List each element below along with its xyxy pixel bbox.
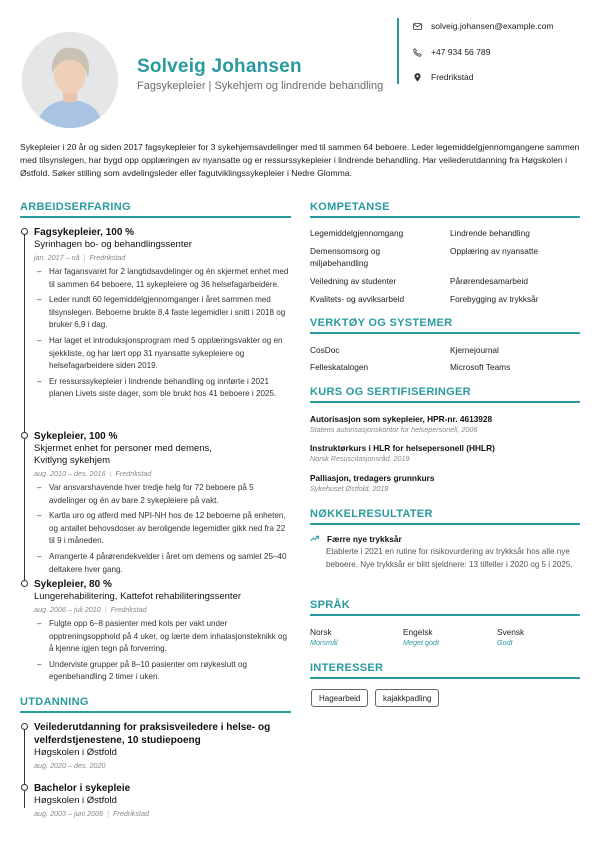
section-rule: [310, 614, 580, 616]
section-title-interests: INTERESSER: [310, 662, 384, 674]
competence-grid: [310, 227, 580, 305]
section-title-competence: KOMPETANSE: [310, 201, 390, 213]
section-rule: [20, 216, 291, 218]
job-bullets: [34, 618, 292, 684]
phone-icon: [413, 48, 422, 57]
job-meta: aug. 2006 – juli 2010 | Fredrikstad: [34, 605, 147, 614]
tool-item: Microsoft Teams: [450, 362, 511, 372]
job-bullet: – Kartla uro og atferd med NPI-NH hos de 12 beboerne på enheten, og antallet behovsdoser av beroligende legemidler gikk ned fra 22 til 9 i måneden.: [34, 510, 292, 548]
competence-item: Demensomsorg og miljøbehandling: [310, 246, 381, 268]
tool-item: Kjernejournal: [450, 345, 499, 355]
job-bullets: [34, 482, 292, 576]
job-bullet: – Fulgte opp 6–8 pasienter med kols per vakt under opptreningsopphold på 4 uker, og lærte dem inhalasjonsteknikk og å kjenne igjen tegn på forverring.: [34, 618, 292, 656]
section-title-tools: VERKTØY OG SYSTEMER: [310, 317, 453, 329]
header-divider: [397, 18, 399, 84]
job-bullet: – Arrangerte 4 pårørendekvelder i året om demens og samlet 25–40 deltakere hver gang.: [34, 551, 292, 576]
section-rule: [310, 401, 580, 403]
language-entry: [310, 627, 400, 648]
education-entry: [34, 721, 292, 771]
job-entry: [34, 578, 292, 687]
job-employer: Skjermet enhet for personer med demens, Kvitlyng sykehjem: [34, 443, 212, 466]
job-bullet: – Var ansvarshavende hver tredje helg for 72 beboere på 5 avdelinger og én av bare 2 sykepleiere på vakt.: [34, 482, 292, 507]
competence-item: Veiledning av studenter: [310, 276, 397, 286]
interest-chip: Hagearbeid: [311, 689, 368, 707]
job-location: Fredrikstad: [89, 253, 126, 262]
result-description: Etablerte i 2021 en rutine for risikovurdering av trykksår hos alle nye beboere. Nye trykksår er blitt sjeldnere: 13 tilfeller i 2020 og 5 i 2025.: [326, 547, 573, 569]
job-dates: jan. 2017 – nå: [34, 253, 80, 262]
job-bullet: – Underviste grupper på 8–10 pasienter om røykeslutt og egenbehandling 2 timer i uken.: [34, 659, 292, 684]
competence-item: Lindrende behandling: [450, 228, 530, 238]
education-school: Høgskolen i Østfold: [34, 747, 117, 758]
contact-email[interactable]: [413, 21, 554, 31]
job-bullet: – Har fagansvaret for 2 langtidsavdelinger og én skjermet enhet med til sammen 64 beboere, 11 sykepleiere og 36 helsefagarbeidere.: [34, 266, 292, 291]
contact-location: [413, 72, 474, 82]
job-title: Sykepleier, 80 %: [34, 579, 112, 590]
job-bullets: [34, 266, 292, 401]
language-name: Norsk: [310, 627, 332, 637]
section-title-experience: ARBEIDSERFARING: [20, 201, 131, 213]
education-entry: [34, 782, 292, 819]
result-heading: [310, 534, 580, 544]
candidate-subtitle: Fagsykepleier | Sykehjem og lindrende behandling: [137, 80, 384, 92]
timeline-dot: [21, 432, 28, 439]
section-rule: [310, 216, 580, 218]
certification-issuer: Statens autorisasjonskontor for helsepersonell, 2006: [310, 425, 478, 434]
language-entry: [403, 627, 493, 648]
job-bullet: – Leder rundt 60 legemiddelgjennomganger i året sammen med tilsynslegen. Beboerne brukte 8,4 faste legemidler i snitt i 2018 og bruker 6,9 i dag.: [34, 294, 292, 332]
location-text: Fredrikstad: [431, 72, 474, 82]
education-dates: aug. 2020 – des. 2020: [34, 761, 106, 770]
email-text: solveig.johansen@example.com: [431, 21, 554, 31]
job-bullet: – Har laget et introduksjonsprogram med 5 opplæringsvakter og en sjekkliste, og har lært opp 31 nyansatte sykepleiere og helsefagarbeidere siden 2019.: [34, 335, 292, 373]
competence-item: Forebygging av trykksår: [450, 294, 539, 304]
job-employer: Lungerehabilitering, Kattefot rehabiliteringssenter: [34, 591, 242, 602]
job-title: Fagsykepleier, 100 %: [34, 227, 135, 238]
language-level: Meget godt: [403, 638, 439, 647]
education-title: Veilederutdanning for praksisveiledere i helse- og velferdstjenestene, 10 studiepoeng: [34, 722, 271, 746]
competence-item: Legemiddelgjennomgang: [310, 228, 404, 238]
phone-text: +47 934 56 789: [431, 47, 491, 57]
job-dates: aug. 2010 – des. 2016: [34, 469, 106, 478]
timeline-dot: [21, 784, 28, 791]
section-rule: [20, 711, 291, 713]
section-title-results: NØKKELRESULTATER: [310, 508, 433, 520]
contact-phone[interactable]: [413, 47, 490, 57]
trend-up-icon: [310, 534, 319, 543]
certification-entry: [310, 443, 580, 464]
certification-issuer: Norsk Resuscitasjonsråd, 2019: [310, 454, 410, 463]
language-level: Morsmål: [310, 638, 338, 647]
section-rule: [310, 523, 580, 525]
profile-photo: [22, 32, 118, 128]
competence-item: Pårørendesamarbeid: [450, 276, 528, 286]
competence-item: Opplæring av nyansatte: [450, 246, 539, 256]
job-dates: aug. 2006 – juli 2010: [34, 605, 101, 614]
mail-icon: [413, 22, 422, 31]
job-meta: aug. 2010 – des. 2016 | Fredrikstad: [34, 469, 152, 478]
job-bullet: – Er ressurssykepleier i lindrende behandling og innførte i 2021 planen Livets siste dager, som ble brukt hos 41 beboere i 2025.: [34, 376, 292, 401]
language-name: Svensk: [497, 627, 525, 637]
job-entry: [34, 226, 292, 404]
timeline-dot: [21, 723, 28, 730]
result-entry: [310, 534, 580, 571]
job-title: Sykepleier, 100 %: [34, 431, 118, 442]
language-entry: [497, 627, 587, 648]
timeline-line: [24, 726, 25, 808]
section-title-courses: KURS OG SERTIFISERINGER: [310, 386, 471, 398]
language-name: Engelsk: [403, 627, 433, 637]
job-entry: [34, 430, 292, 579]
job-location: Fredrikstad: [110, 605, 147, 614]
education-dates: aug. 2003 – juni 2006: [34, 809, 104, 818]
language-level: Godt: [497, 638, 513, 647]
job-employer: Syrinhagen bo- og behandlingssenter: [34, 239, 192, 250]
timeline-dot: [21, 228, 28, 235]
candidate-name: Solveig Johansen: [137, 56, 302, 77]
certification-title: Autorisasjon som sykepleier, HPR-nr. 4613928: [310, 414, 493, 424]
competence-item: Kvalitets- og avviksarbeid: [310, 294, 405, 304]
interest-chip: kajakkpadling: [375, 689, 439, 707]
tool-item: CosDoc: [310, 345, 340, 355]
section-rule: [310, 677, 580, 679]
job-location: Fredrikstad: [115, 469, 152, 478]
tools-grid: [310, 344, 580, 373]
timeline-dot: [21, 580, 28, 587]
result-title: Færre nye trykksår: [327, 534, 402, 544]
profile-summary: Sykepleier i 20 år og siden 2017 fagsykepleier for 3 sykehjemsavdelinger med til sammen 64 beboere. Leder legemiddelgjennomgangene sammen med tilsynslegen, har bygd opp opplæringen av nyansatte og er ressurssykepleier i lindrende behandling. Har veilederutdanning fra Høgskolen i Østfold. Søker stilling som avdelingsleder eller fagutviklingssykepleier i Nedre Glomma.: [20, 142, 580, 178]
education-meta: aug. 2003 – juni 2006 | Fredrikstad: [34, 809, 149, 818]
certification-entry: [310, 473, 580, 494]
job-meta: jan. 2017 – nå | Fredrikstad: [34, 253, 126, 262]
education-title: Bachelor i sykepleie: [34, 783, 131, 794]
section-title-languages: SPRÅK: [310, 599, 351, 611]
tool-item: Felleskatalogen: [310, 362, 369, 372]
education-school: Høgskolen i Østfold: [34, 795, 117, 806]
certification-entry: [310, 414, 580, 435]
certification-title: Palliasjon, tredagers grunnkurs: [310, 473, 435, 483]
section-rule: [310, 332, 580, 334]
certification-title: Instruktørkurs i HLR for helsepersonell (HHLR): [310, 443, 495, 453]
education-location: Fredrikstad: [113, 809, 149, 818]
certification-issuer: Sykehuset Østfold, 2018: [310, 484, 389, 493]
location-pin-icon: [413, 73, 422, 82]
timeline-line: [24, 232, 25, 582]
section-title-education: UTDANNING: [20, 696, 89, 708]
